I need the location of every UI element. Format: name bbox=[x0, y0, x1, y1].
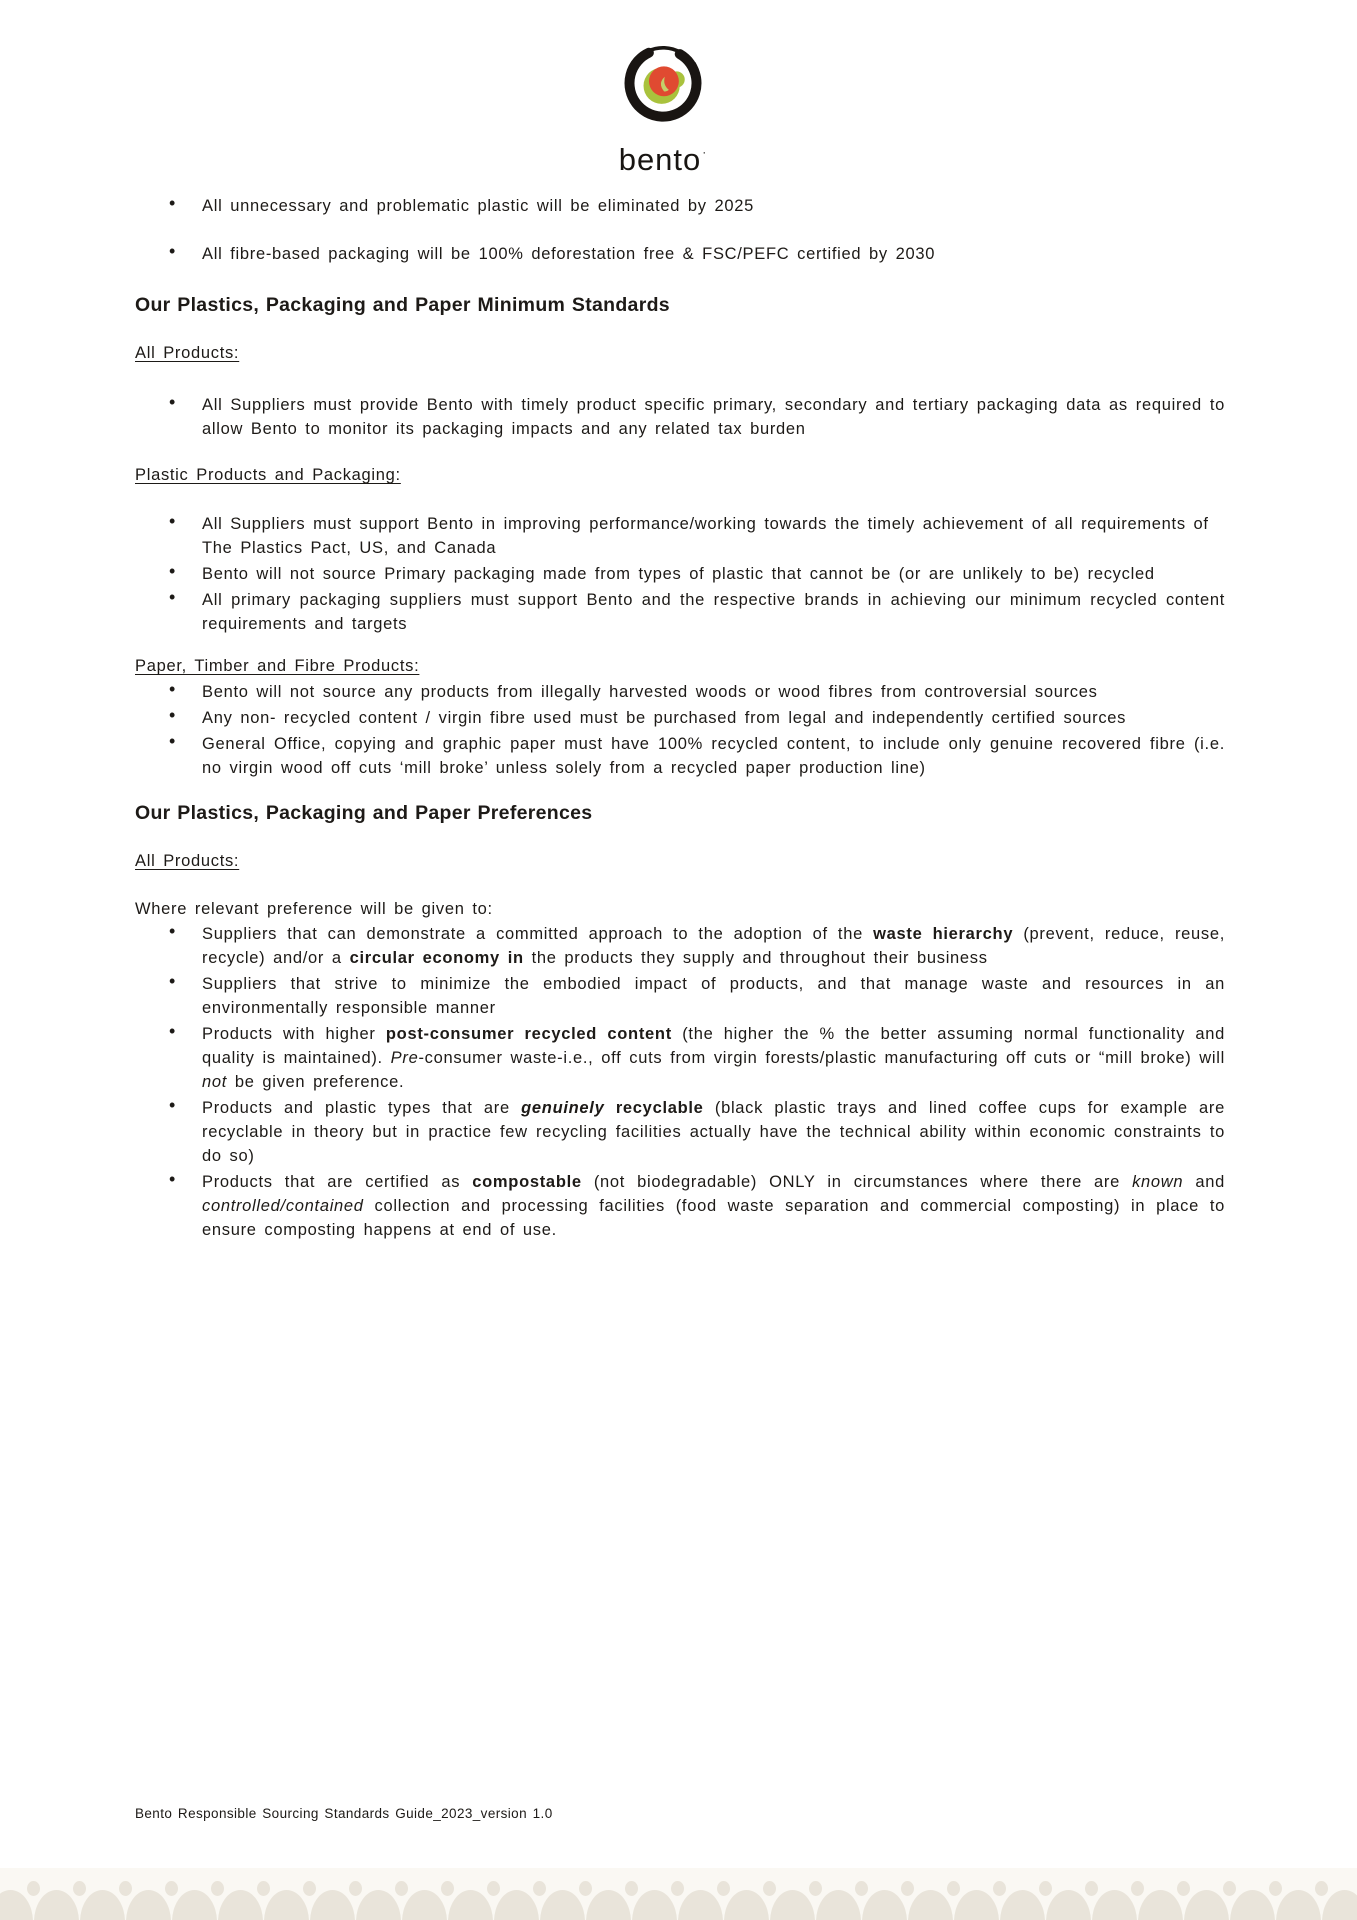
bullet-item bbox=[135, 972, 1225, 1020]
bullet-text: • Products that are certified as compostable (not biodegradable) ONLY in circumstances where there are known and controlled/contained collection and processing facilities (food waste separation and commercial composting) in place to ensure composting happens at end of use. bbox=[202, 1173, 1225, 1239]
deco-dot bbox=[763, 1881, 776, 1896]
deco-dot bbox=[349, 1881, 362, 1896]
bullet-text: • Products with higher post-consumer recycled content (the higher the % the better assuming normal functionality and quality is maintained). Pre-consumer waste-i.e., off cuts from virgin forests/plastic manufacturing off cuts or “mill broke) will not be given preference. bbox=[202, 1025, 1225, 1091]
bullet-item bbox=[135, 562, 1225, 586]
deco-oval bbox=[126, 1890, 171, 1920]
deco-dot bbox=[487, 1881, 500, 1896]
subheading-paper: Paper, Timber and Fibre Products: bbox=[135, 657, 420, 675]
deco-dot bbox=[27, 1881, 40, 1896]
deco-oval bbox=[310, 1890, 355, 1920]
bullet-item bbox=[135, 680, 1225, 704]
deco-dot bbox=[625, 1881, 638, 1896]
bento-logo-icon bbox=[613, 36, 713, 132]
deco-oval bbox=[1138, 1890, 1183, 1920]
deco-oval bbox=[356, 1890, 401, 1920]
bullet-text: • All Suppliers must support Bento in improving performance/working towards the timely achievement of all requirements of The Plastics Pact, US, and Canada bbox=[202, 515, 1209, 557]
deco-oval bbox=[540, 1890, 585, 1920]
deco-dot bbox=[303, 1881, 316, 1896]
deco-oval bbox=[724, 1890, 769, 1920]
bullet-text: • Bento will not source Primary packaging made from types of plastic that cannot be (or are unlikely to be) recycled bbox=[202, 565, 1155, 583]
deco-dot bbox=[533, 1881, 546, 1896]
deco-oval bbox=[172, 1890, 217, 1920]
bullet-text: • Any non- recycled content / virgin fibre used must be purchased from legal and independently certified sources bbox=[202, 709, 1127, 727]
bullet-item bbox=[135, 512, 1225, 560]
bullet-item bbox=[135, 1022, 1225, 1094]
deco-dot bbox=[717, 1881, 730, 1896]
deco-dot bbox=[211, 1881, 224, 1896]
decorative-footer-border bbox=[0, 1868, 1357, 1920]
brand-wordmark: bento· bbox=[618, 142, 708, 177]
deco-oval bbox=[1276, 1890, 1321, 1920]
preferences-intro: Where relevant preference will be given to: bbox=[135, 900, 493, 918]
bullet-text: • General Office, copying and graphic paper must have 100% recycled content, to include only genuine recovered fibre (i.e. no virgin wood off cuts ‘mill broke’ unless solely from a recycled paper production line) bbox=[202, 735, 1225, 777]
paper-list bbox=[135, 680, 1225, 780]
standards-heading: Our Plastics, Packaging and Paper Minimum Standards bbox=[135, 294, 670, 316]
bullet-item bbox=[135, 588, 1225, 636]
deco-dot bbox=[441, 1881, 454, 1896]
bullet-item bbox=[135, 1096, 1225, 1168]
deco-dot bbox=[1269, 1881, 1282, 1896]
trademark-mark: · bbox=[702, 145, 708, 159]
plastic-list bbox=[135, 512, 1225, 636]
deco-dot bbox=[1085, 1881, 1098, 1896]
deco-oval bbox=[862, 1890, 907, 1920]
bullet-text: • Bento will not source any products from illegally harvested woods or wood fibres from controversial sources bbox=[202, 683, 1098, 701]
bullet-item bbox=[135, 706, 1225, 730]
footer-text: Bento Responsible Sourcing Standards Guide_2023_version 1.0 bbox=[135, 1806, 553, 1821]
bullet-text: • All Suppliers must provide Bento with timely product specific primary, secondary and tertiary packaging data as required to allow Bento to monitor its packaging impacts and any related tax burden bbox=[202, 396, 1225, 438]
deco-oval bbox=[1092, 1890, 1137, 1920]
deco-oval bbox=[678, 1890, 723, 1920]
bullet-item bbox=[135, 393, 1225, 441]
deco-oval bbox=[1184, 1890, 1229, 1920]
bullet-item bbox=[135, 194, 1225, 218]
deco-oval bbox=[402, 1890, 447, 1920]
deco-oval bbox=[1046, 1890, 1091, 1920]
deco-oval bbox=[1322, 1890, 1357, 1920]
deco-oval bbox=[0, 1890, 33, 1920]
bullet-item bbox=[135, 242, 1225, 266]
deco-oval bbox=[816, 1890, 861, 1920]
deco-dot bbox=[119, 1881, 132, 1896]
intro-bullet-list bbox=[135, 194, 1225, 266]
deco-dot bbox=[901, 1881, 914, 1896]
bullet-text: • All fibre-based packaging will be 100% deforestation free & FSC/PEFC certified by 2030 bbox=[202, 245, 936, 263]
deco-oval bbox=[494, 1890, 539, 1920]
deco-dot bbox=[855, 1881, 868, 1896]
deco-dot bbox=[1131, 1881, 1144, 1896]
subheading-all-products: All Products: bbox=[135, 344, 240, 362]
deco-oval bbox=[448, 1890, 493, 1920]
deco-dot bbox=[993, 1881, 1006, 1896]
deco-dot bbox=[1223, 1881, 1236, 1896]
deco-dot bbox=[671, 1881, 684, 1896]
brand-logo bbox=[118, 36, 1208, 178]
deco-dot bbox=[395, 1881, 408, 1896]
bullet-text: • All unnecessary and problematic plastic will be eliminated by 2025 bbox=[202, 197, 755, 215]
deco-dot bbox=[1177, 1881, 1190, 1896]
deco-dot bbox=[809, 1881, 822, 1896]
deco-oval bbox=[586, 1890, 631, 1920]
bullet-text: • All primary packaging suppliers must support Bento and the respective brands in achieving our minimum recycled content requirements and targets bbox=[202, 591, 1225, 633]
deco-oval bbox=[770, 1890, 815, 1920]
bullet-item bbox=[135, 1170, 1225, 1242]
bullet-text: • Products and plastic types that are genuinely recyclable (black plastic trays and lined coffee cups for example are recyclable in theory but in practice few recycling facilities actually have the technical ability within economic constraints to do so) bbox=[202, 1099, 1225, 1165]
deco-dot bbox=[73, 1881, 86, 1896]
deco-oval bbox=[1000, 1890, 1045, 1920]
deco-dot bbox=[579, 1881, 592, 1896]
deco-dot bbox=[165, 1881, 178, 1896]
bullet-item bbox=[135, 922, 1225, 970]
deco-dot bbox=[257, 1881, 270, 1896]
deco-oval bbox=[954, 1890, 999, 1920]
deco-oval bbox=[1230, 1890, 1275, 1920]
deco-dot bbox=[947, 1881, 960, 1896]
deco-oval bbox=[218, 1890, 263, 1920]
deco-dot bbox=[1039, 1881, 1052, 1896]
bullet-text: • Suppliers that can demonstrate a committed approach to the adoption of the waste hierarchy (prevent, reduce, reuse, recycle) and/or a circular economy in the products they supply and throughout their business bbox=[202, 925, 1226, 967]
bullet-text: • Suppliers that strive to minimize the embodied impact of products, and that manage waste and resources in an environmentally responsible manner bbox=[202, 975, 1225, 1017]
deco-oval bbox=[908, 1890, 953, 1920]
preferences-heading: Our Plastics, Packaging and Paper Preferences bbox=[135, 802, 593, 824]
preferences-list bbox=[135, 922, 1225, 1242]
subheading-plastic: Plastic Products and Packaging: bbox=[135, 466, 401, 484]
bullet-item bbox=[135, 732, 1225, 780]
deco-oval bbox=[264, 1890, 309, 1920]
standards-all-products-list bbox=[135, 393, 1225, 441]
deco-oval bbox=[632, 1890, 677, 1920]
deco-oval bbox=[34, 1890, 79, 1920]
deco-oval bbox=[80, 1890, 125, 1920]
subheading-all-products-2: All Products: bbox=[135, 852, 240, 870]
deco-dot bbox=[1315, 1881, 1328, 1896]
